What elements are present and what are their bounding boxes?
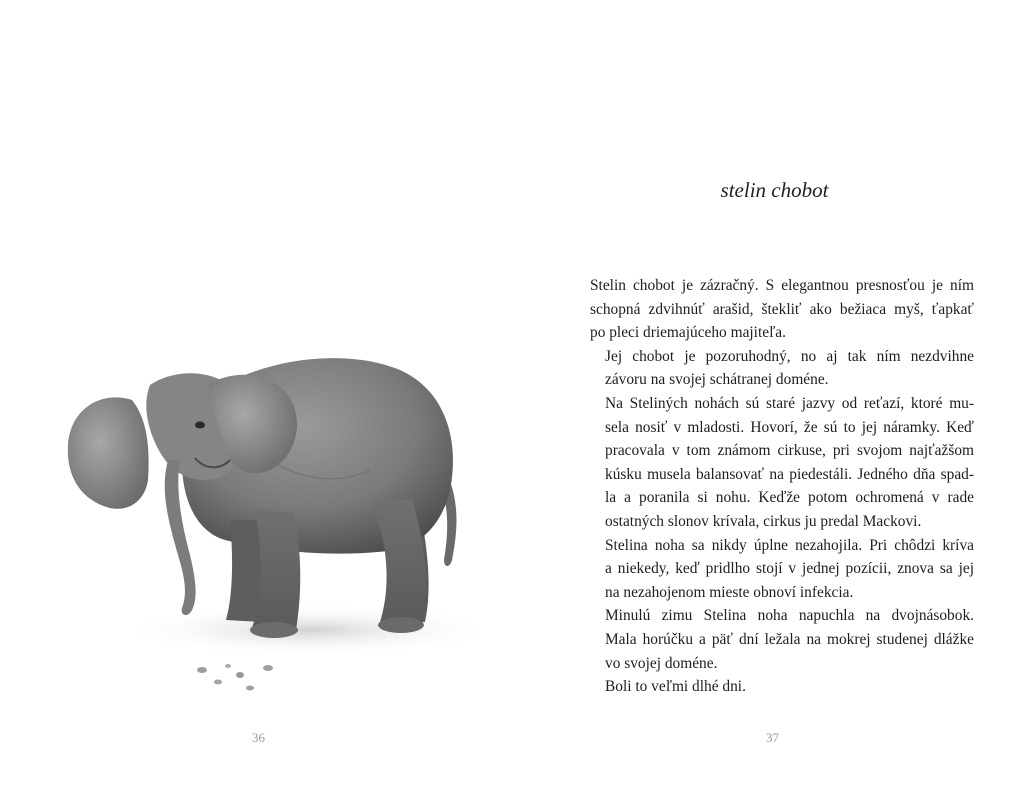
text-line: pracovala v tom známom cirkuse, pri svojom najťažšom bbox=[605, 442, 974, 460]
text-line: sela nosiť v mladosti. Hovorí, že sú to jej náramky. Keď bbox=[605, 418, 974, 436]
text-line: kúsku musela balansovať na piedestáli. Jedného dňa spad- bbox=[605, 465, 974, 483]
chapter-title-text: stelin chobot bbox=[720, 178, 829, 202]
text-line: závoru na svojej schátranej doméne. bbox=[605, 371, 829, 389]
paragraph bbox=[590, 534, 974, 605]
text-line: Jej chobot je pozoruhodný, no aj tak ním nezdvihne bbox=[605, 347, 974, 365]
page-number: 37 bbox=[766, 730, 779, 745]
paragraph bbox=[590, 392, 974, 534]
text-line: schopná zdvihnúť arašid, štekliť ako bežiaca myš, ťapkať bbox=[590, 300, 974, 318]
paragraph bbox=[590, 604, 974, 675]
text-line: Stelin chobot je zázračný. S elegantnou presnosťou je ním bbox=[590, 277, 974, 294]
paragraph bbox=[590, 274, 974, 345]
text-line: Boli to veľmi dlhé dni. bbox=[605, 678, 746, 696]
text-line: Stelina noha sa nikdy úplne nezahojila. Pri chôdzi kríva bbox=[605, 536, 974, 554]
text-line: po pleci driemajúceho majiteľa. bbox=[590, 324, 786, 342]
text-line: Minulú zimu Stelina noha napuchla na dvojnásobok. bbox=[605, 607, 974, 625]
paragraph bbox=[590, 675, 974, 699]
text-line: vo svojej doméne. bbox=[605, 654, 718, 672]
text-line: na nezahojenom mieste obnoví infekcia. bbox=[605, 583, 854, 601]
elephant-illustration bbox=[40, 330, 480, 700]
paragraph bbox=[590, 345, 974, 392]
right-page bbox=[516, 0, 1033, 800]
text-line: Mala horúčku a päť dní ležala na mokrej studenej dlážke bbox=[605, 630, 974, 648]
chapter-body-text bbox=[590, 274, 974, 699]
page-number: 36 bbox=[252, 730, 265, 745]
text-line: la a poranila si nohu. Keďže potom ochromená v rade bbox=[605, 489, 974, 507]
text-line: Na Steliných nohách sú staré jazvy od reťazí, ktoré mu- bbox=[605, 394, 974, 412]
text-line: a niekedy, keď pridlho stojí v jednej pozícii, znova sa jej bbox=[605, 560, 974, 578]
text-line: ostatných slonov krívala, cirkus ju predal Mackovi. bbox=[605, 512, 922, 530]
left-page bbox=[0, 0, 516, 800]
chapter-title bbox=[516, 178, 1033, 203]
